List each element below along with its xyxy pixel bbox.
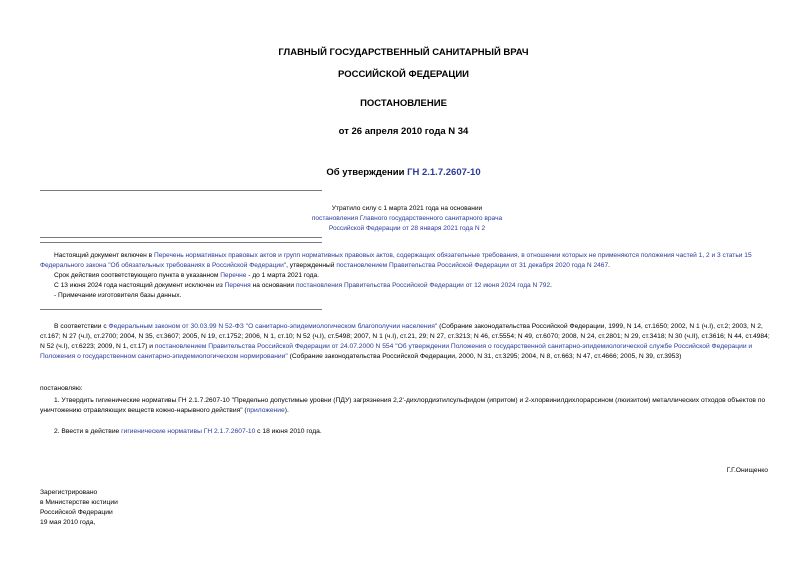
appendix-link[interactable]: приложение (246, 407, 285, 414)
registration-block (40, 488, 118, 528)
federal-law-link[interactable]: Федеральным законом от 30.03.99 N 52-ФЗ "О санитарно-эпидемиологическом благополучии населения" (108, 323, 438, 330)
database-note: - Примечание изготовителя базы данных. (54, 292, 182, 299)
notice-paragraph-1: Настоящий документ включен в Перечень нормативных правовых актов и групп нормативных правовых актов, содержащих обязательные требования, в отношении которых не применяются положения частей 1, 2 и 3 статьи 15 Федерального закона "Об обязательных требованиях в Российской Федерации", утвержденный постановлением Правительства Российской Федерации от 31 декабря 2020 года N 2467. (40, 252, 752, 269)
subject-link[interactable]: ГН 2.1.7.2607-10 (407, 167, 481, 178)
resolve-word: постановляю: (40, 385, 83, 392)
item-2: 2. Ввести в действие гигиенические нормативы ГН 2.1.7.2607-10 с 18 июня 2010 года. (54, 428, 322, 435)
subject-prefix: Об утверждении (326, 167, 408, 178)
status-note-link-line3[interactable]: Российской Федерации от 28 января 2021 года N 2 (328, 225, 486, 232)
list-link[interactable]: Перечень нормативных правовых актов и групп нормативных правовых актов, содержащих обязательные требования, в отношении которых не применяются положения частей 1, 2 и 3 статьи 15 Федерального закона "Об обязательных требованиях в Российской Федерации" (40, 252, 752, 269)
preamble-paragraph: В соответствии с Федеральным законом от 30.03.99 N 52-ФЗ "О санитарно-эпидемиологическом благополучии населения" (Собрание законодательства Российской Федерации, 1999, N 14, ст.1650; 2002, N 1 (ч.I), ст.2; 2003, N 2, ст.167; N 27 (ч.I), ст.2700; 2004, N 35, ст.3607; 2005, N 19, ст.1752; 2006, N 1, ст.10; N 52 (ч.I), ст.5498; 2007, N 1 (ч.I), ст.21, 29; N 27, ст.3213; N 46, ст.5554; N 49, ст.6070; 2008, N 24, ст.2801; N 29, ст.3418; N 30 (ч.II), ст.3616; N 44, ст.4984; N 52 (ч.I), ст.6223; 2009, N 1, ст.17) и постановлением Правительства Российской Федерации от 24.07.2000 N 554 "Об утверждении Положения о государственной санитарно-эпидемиологической службе Российской Федерации и Положения о государственном санитарно-эпидемиологическом нормировании" (Собрание законодательства Российской Федерации, 2000, N 31, ст.3295; 2004, N 8, ст.663; N 47, ст.4666; 2005, N 39, ст.3953) (40, 323, 770, 360)
government-resolution-link[interactable]: постановлением Правительства Российской Федерации от 31 декабря 2020 года N 2467 (336, 262, 609, 269)
issuer-title-line2: РОССИЙСКОЙ ФЕДЕРАЦИИ (337, 69, 469, 80)
government-resolution-link[interactable]: постановления Правительства Российской Федерации от 12 июня 2024 года N 792 (295, 282, 551, 289)
notice-paragraph-3: С 13 июня 2024 года настоящий документ исключен из Перечня на основании постановления Правительства Российской Федерации от 12 июня 2024 года N 792. (54, 282, 552, 289)
divider-line (40, 237, 322, 238)
item-1: 1. Утвердить гигиенические нормативы ГН 2.1.7.2607-10 "Предельно допустимые уровни (ПДУ) загрязнения 2,2'-дихлордиэтилсульфидом (ипритом) и 2-хлорвинилдихлорарсином (люизитом) металлических отходов объектов по уничтожению отравляющих веществ кожно-нарывного действия" (приложение). (40, 397, 766, 414)
registration-line-4: 19 мая 2010 года, (40, 519, 96, 526)
government-resolution-link[interactable]: постановлением Правительства Российской Федерации от 24.07.2000 N 554 "Об утверждении Положения о государственной санитарно-эпидемиологической службе Российской Федерации и Положения о государственном санитарно-эпидемиологическом нормировании" (40, 343, 753, 360)
divider-line (40, 242, 322, 243)
registration-line-1: Зарегистрировано (40, 489, 98, 496)
document-date-number: от 26 апреля 2010 года N 34 (338, 126, 469, 137)
registration-line-3: Российской Федерации (40, 509, 113, 516)
divider-line (40, 190, 322, 191)
hygienic-standards-link[interactable]: гигиенические нормативы ГН 2.1.7.2607-10 (121, 428, 256, 435)
issuer-title-line1: ГЛАВНЫЙ ГОСУДАРСТВЕННЫЙ САНИТАРНЫЙ ВРАЧ (278, 47, 529, 58)
status-note (212, 204, 602, 234)
divider-line (40, 309, 322, 310)
status-note-link-line2[interactable]: постановления Главного государственного санитарного врача (311, 215, 503, 222)
registration-line-2: в Министерстве юстиции (40, 499, 118, 506)
notice-paragraph-2: Срок действия соответствующего пункта в указанном Перечне - до 1 марта 2021 года. (54, 272, 319, 279)
document-subject (0, 167, 807, 178)
status-note-line1: Утратило силу с 1 марта 2021 года на основании (331, 205, 483, 212)
list-link[interactable]: Перечне (220, 272, 247, 279)
list-link[interactable]: Перечня (224, 282, 251, 289)
document-type: ПОСТАНОВЛЕНИЕ (360, 98, 447, 109)
signature: Г.Г.Онищенко (726, 467, 768, 474)
notice-block (40, 251, 772, 301)
